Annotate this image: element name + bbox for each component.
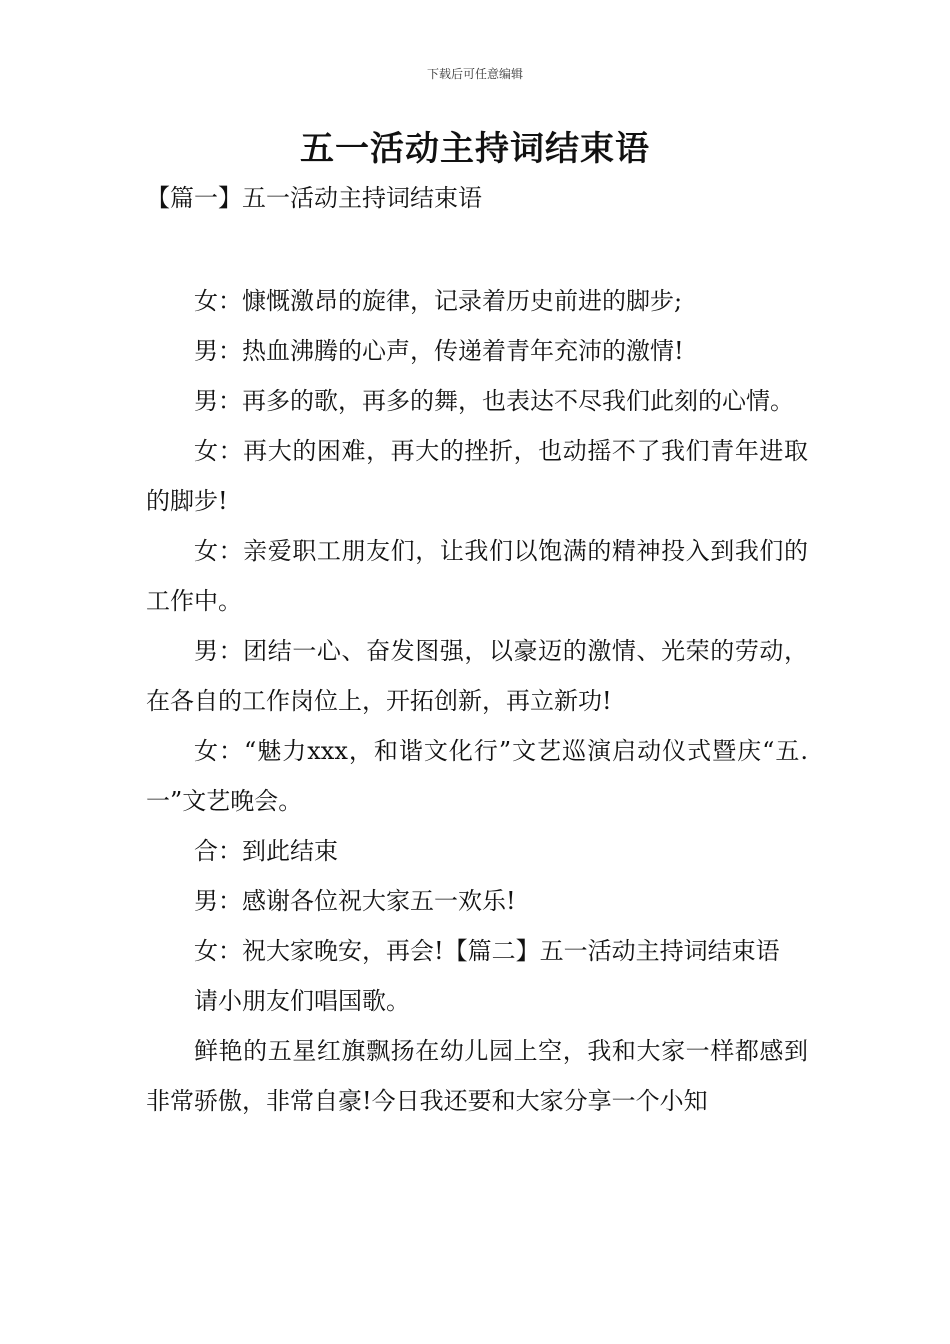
paragraph: 女：亲爱职工朋友们，让我们以饱满的精神投入到我们的工作中。 bbox=[146, 537, 808, 615]
paragraph: 男：热血沸腾的心声，传递着青年充沛的激情! bbox=[194, 337, 684, 365]
paragraph: 女：再大的困难，再大的挫折，也动摇不了我们青年进取的脚步! bbox=[146, 437, 808, 515]
paragraph: 请小朋友们唱国歌。 bbox=[194, 987, 410, 1015]
paragraph: 男：感谢各位祝大家五一欢乐! bbox=[194, 887, 516, 915]
document-title: 五一活动主持词结束语 bbox=[300, 129, 650, 169]
paragraph: 男：团结一心、奋发图强，以豪迈的激情、光荣的劳动，在各自的工作岗位上，开拓创新，再立新功! bbox=[146, 637, 808, 715]
paragraph: 女：祝大家晚安，再会!【篇二】五一活动主持词结束语 bbox=[194, 937, 780, 965]
section-heading: 【篇一】五一活动主持词结束语 bbox=[146, 184, 482, 212]
paragraph: 合：到此结束 bbox=[194, 837, 338, 865]
document-body bbox=[146, 276, 808, 1126]
paragraph: 女：“魅力xxx，和谐文化行”文艺巡演启动仪式暨庆“五.一”文艺晚会。 bbox=[146, 737, 808, 815]
paragraph: 男：再多的歌，再多的舞，也表达不尽我们此刻的心情。 bbox=[194, 387, 794, 415]
page-header-note: 下载后可任意编辑 bbox=[426, 67, 523, 81]
paragraph: 鲜艳的五星红旗飘扬在幼儿园上空，我和大家一样都感到非常骄傲，非常自豪!今日我还要和大家分享一个小知 bbox=[146, 1037, 808, 1115]
paragraph: 女：慷慨激昂的旋律，记录着历史前进的脚步; bbox=[194, 287, 683, 315]
